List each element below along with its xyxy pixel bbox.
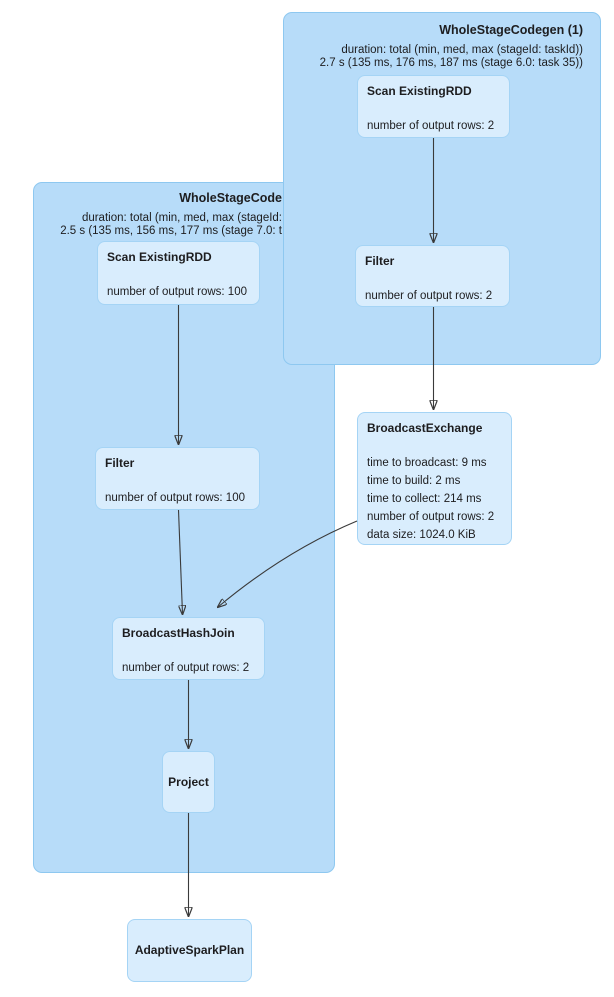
duration-line-2: 2.5 s (135 ms, 156 ms, 177 ms (stage 7.0: t: [60, 225, 282, 237]
cluster-label: [34, 191, 282, 238]
node-metric: time to broadcast: 9 ms: [367, 457, 487, 469]
node-metric: number of output rows: 100: [107, 286, 247, 298]
node-title: Scan ExistingRDD: [107, 250, 212, 264]
duration-line-2: 2.7 s (135 ms, 176 ms, 187 ms (stage 6.0: task 35)): [319, 57, 583, 69]
cluster-wholestagecodegen-1: [283, 12, 601, 365]
node-title: BroadcastHashJoin: [122, 626, 235, 640]
node-metric: data size: 1024.0 KiB: [367, 529, 476, 541]
duration-line-1: duration: total (min, med, max (stageId: taskId)): [341, 44, 583, 56]
node-title: Project: [168, 774, 209, 789]
node-broadcast-exchange: [357, 412, 512, 545]
node-title: AdaptiveSparkPlan: [134, 943, 245, 957]
cluster-duration: [34, 212, 282, 238]
cluster-title: WholeStageCode: [179, 191, 282, 205]
node-scan-existingrdd-right: [357, 75, 510, 138]
node-project: [162, 751, 215, 813]
node-title: BroadcastExchange: [367, 421, 483, 435]
node-metric: number of output rows: 2: [122, 662, 250, 674]
node-metric: number of output rows: 2: [365, 290, 493, 302]
node-title: Scan ExistingRDD: [367, 84, 472, 98]
node-adaptive-spark-plan: [127, 919, 252, 982]
node-title: Filter: [105, 456, 135, 470]
node-filter-right: [355, 245, 510, 307]
node-metric: number of output rows: 2: [367, 120, 495, 132]
cluster-duration: [284, 44, 583, 70]
node-scan-existingrdd-left: [97, 241, 260, 305]
cluster-title: WholeStageCodegen (1): [439, 23, 583, 37]
node-title: Filter: [365, 254, 395, 268]
duration-line-1: duration: total (min, med, max (stageId:: [81, 212, 282, 224]
node-broadcast-hash-join: [112, 617, 265, 680]
cluster-label: [284, 23, 583, 70]
node-metric: time to collect: 214 ms: [367, 493, 482, 505]
node-metric: time to build: 2 ms: [367, 475, 461, 487]
node-metric: number of output rows: 2: [367, 511, 495, 523]
node-filter-left: [95, 447, 260, 510]
node-metric: number of output rows: 100: [105, 492, 245, 504]
